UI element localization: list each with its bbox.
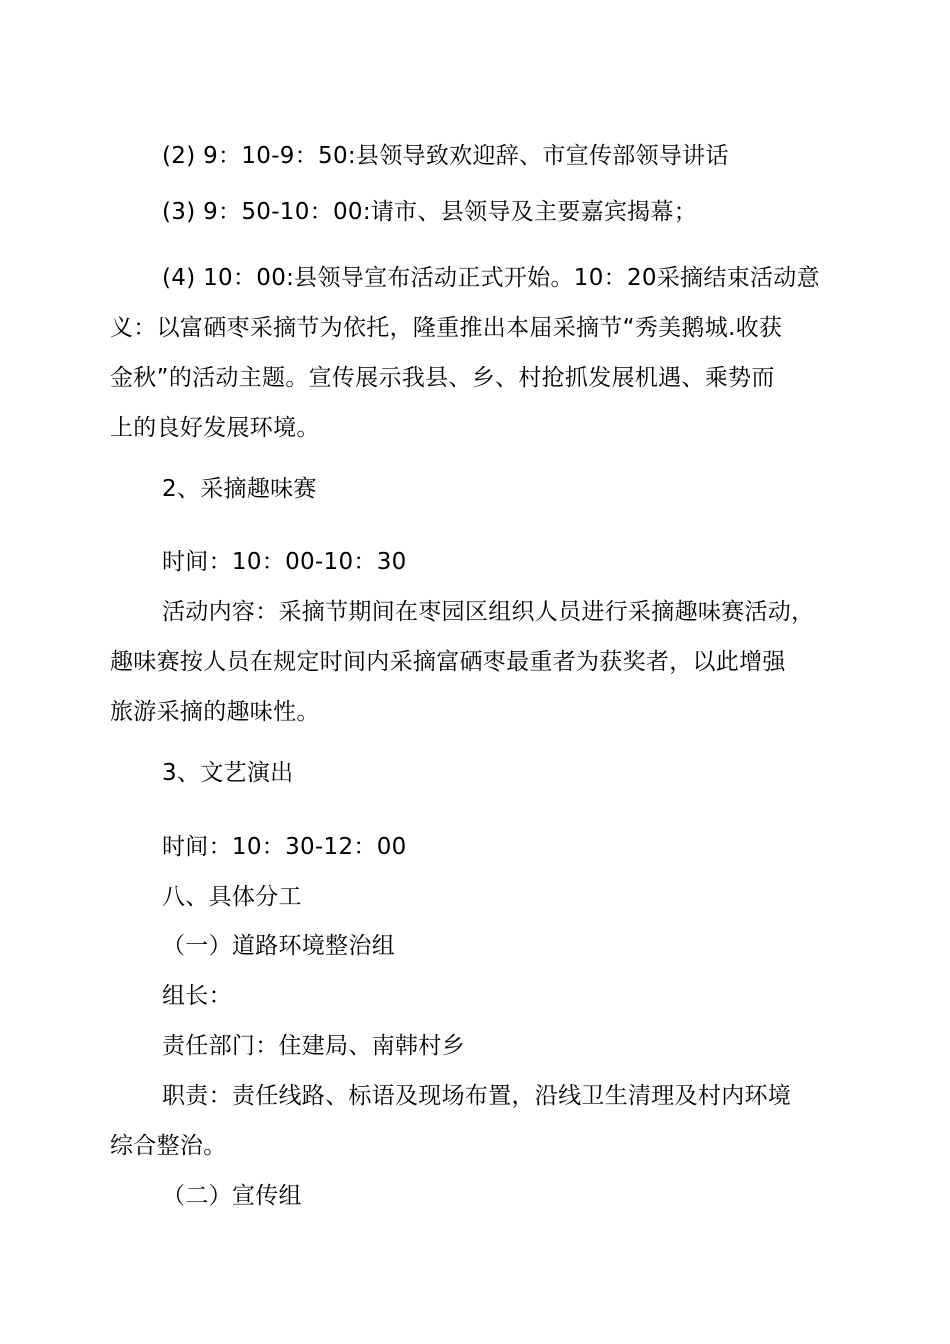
subsection-heading-road-group: （一）道路环境整治组: [162, 933, 395, 959]
subsection-heading-publicity-group: （二）宣传组: [162, 1183, 302, 1209]
paragraph-line: 义：以富硒枣采摘节为依托，隆重推出本届采摘节“秀美鹅城.收获: [110, 315, 783, 341]
paragraph-line: 金秋”的活动主题。宣传展示我县、乡、村抢抓发展机遇、乘势而: [110, 365, 775, 391]
section-heading-picking-contest: 2、采摘趣味赛: [162, 476, 317, 502]
paragraph-line: 旅游采摘的趣味性。: [110, 699, 320, 725]
responsible-departments: 责任部门：住建局、南韩村乡: [162, 1033, 465, 1059]
schedule-item-2: (2) 9：10-9：50:县领导致欢迎辞、市宣传部领导讲话: [162, 143, 729, 169]
contest-content: 活动内容：采摘节期间在枣园区组织人员进行采摘趣味赛活动，: [162, 599, 815, 625]
duties: 职责：责任线路、标语及现场布置，沿线卫生清理及村内环境: [162, 1083, 792, 1109]
schedule-item-4: (4) 10：00:县领导宣布活动正式开始。10：20采摘结束活动意: [162, 265, 820, 291]
performance-time: 时间：10：30-12：00: [162, 834, 407, 860]
paragraph-line: 综合整治。: [110, 1133, 227, 1159]
paragraph-line: 上的良好发展环境。: [110, 415, 320, 441]
section-heading-performance: 3、文艺演出: [162, 760, 294, 786]
group-leader: 组长：: [162, 983, 232, 1009]
schedule-item-3: (3) 9：50-10：00:请市、县领导及主要嘉宾揭幕；: [162, 199, 698, 225]
section-heading-division-of-work: 八、具体分工: [162, 884, 302, 910]
contest-time: 时间：10：00-10：30: [162, 549, 407, 575]
paragraph-line: 趣味赛按人员在规定时间内采摘富硒枣最重者为获奖者，以此增强: [110, 649, 786, 675]
